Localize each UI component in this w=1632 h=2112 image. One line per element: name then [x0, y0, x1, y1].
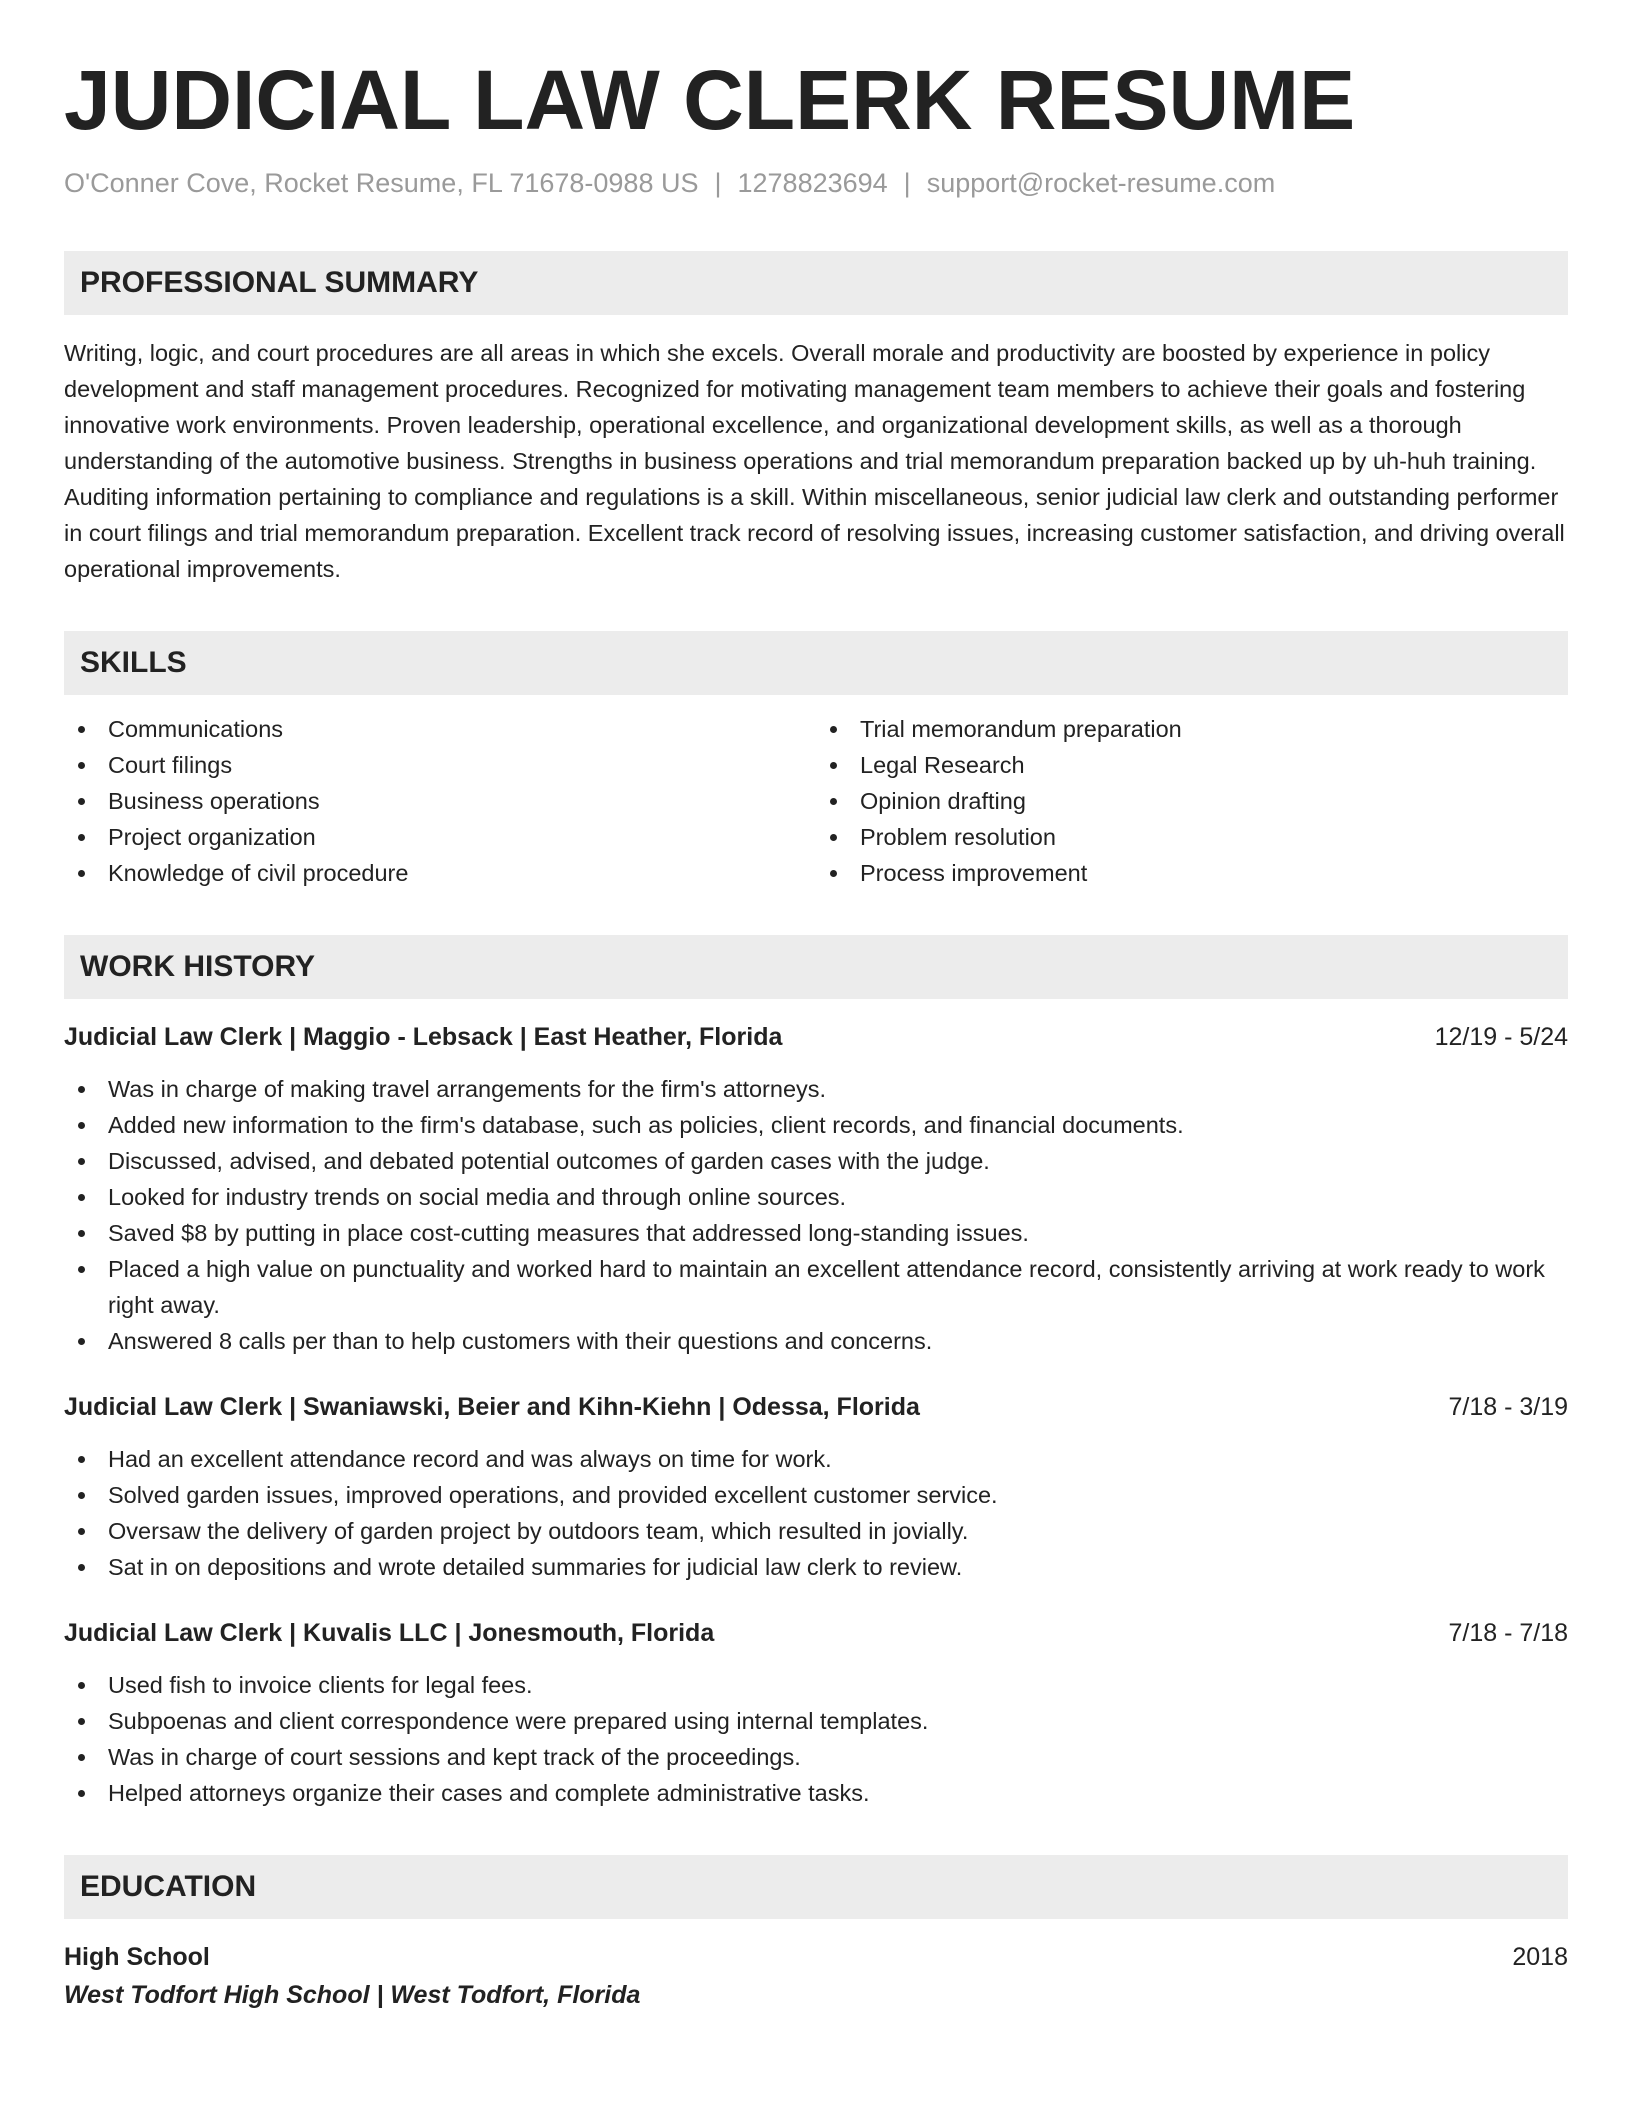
job-dates: 7/18 - 7/18	[1448, 1619, 1568, 1647]
job-bullet: Solved garden issues, improved operations, and provided excellent customer service.	[64, 1477, 1568, 1513]
job-bullet: Had an excellent attendance record and was always on time for work.	[64, 1441, 1568, 1477]
job-bullet: Subpoenas and client correspondence were prepared using internal templates.	[64, 1703, 1568, 1739]
summary-heading: PROFESSIONAL SUMMARY	[64, 251, 1568, 315]
job-bullet: Placed a high value on punctuality and worked hard to maintain an excellent attendance record, consistently arriving at work ready to work right away.	[64, 1251, 1568, 1323]
job-header	[64, 1615, 1568, 1651]
skill-item: Problem resolution	[816, 819, 1568, 855]
job-bullet: Helped attorneys organize their cases and complete administrative tasks.	[64, 1775, 1568, 1811]
work-history-heading: WORK HISTORY	[64, 935, 1568, 999]
skills-list	[64, 711, 1568, 891]
job-bullets	[64, 1071, 1568, 1359]
skills-heading: SKILLS	[64, 631, 1568, 695]
job-dates: 12/19 - 5/24	[1434, 1023, 1568, 1051]
skills-column-left	[64, 711, 816, 891]
job-bullet: Looked for industry trends on social media and through online sources.	[64, 1179, 1568, 1215]
job-bullet: Sat in on depositions and wrote detailed summaries for judicial law clerk to review.	[64, 1549, 1568, 1585]
job-bullet: Used fish to invoice clients for legal fees.	[64, 1667, 1568, 1703]
job-title: Judicial Law Clerk | Maggio - Lebsack | East Heather, Florida	[64, 1023, 783, 1051]
contact-phone: 1278823694	[737, 168, 888, 198]
contact-address: O'Conner Cove, Rocket Resume, FL 71678-0988 US	[64, 168, 699, 198]
job-header	[64, 1019, 1568, 1055]
job-bullets	[64, 1441, 1568, 1585]
job-title: Judicial Law Clerk | Swaniawski, Beier and Kihn-Kiehn | Odessa, Florida	[64, 1393, 920, 1421]
job-dates: 7/18 - 3/19	[1448, 1393, 1568, 1421]
skills-column-right	[816, 711, 1568, 891]
skill-item: Legal Research	[816, 747, 1568, 783]
skill-item: Opinion drafting	[816, 783, 1568, 819]
skill-item: Court filings	[64, 747, 816, 783]
job-bullet: Discussed, advised, and debated potential outcomes of garden cases with the judge.	[64, 1143, 1568, 1179]
education-degree: High School	[64, 1943, 210, 1971]
education-heading: EDUCATION	[64, 1855, 1568, 1919]
education-header	[64, 1939, 1568, 1975]
contact-separator: |	[714, 168, 722, 198]
job-title: Judicial Law Clerk | Kuvalis LLC | Jonesmouth, Florida	[64, 1619, 715, 1647]
contact-separator: |	[903, 168, 911, 198]
resume-title: JUDICIAL LAW CLERK RESUME	[64, 53, 1356, 147]
job-bullet: Saved $8 by putting in place cost-cutting measures that addressed long-standing issues.	[64, 1215, 1568, 1251]
education-entry	[64, 1939, 1568, 2013]
education-year: 2018	[1512, 1943, 1568, 1971]
skill-item: Business operations	[64, 783, 816, 819]
job-entry	[64, 1615, 1568, 1811]
skill-item: Project organization	[64, 819, 816, 855]
contact-line	[64, 168, 1568, 199]
job-bullet: Added new information to the firm's database, such as policies, client records, and financial documents.	[64, 1107, 1568, 1143]
contact-email: support@rocket-resume.com	[926, 168, 1276, 198]
job-header	[64, 1389, 1568, 1425]
summary-text: Writing, logic, and court procedures are all areas in which she excels. Overall morale and productivity are boosted by experience in policy development and staff management procedures. Recognized for motivating management team members to achieve their goals and fostering innovative work environments. Proven leadership, operational excellence, and organizational development skills, as well as a thorough understanding of the automotive business. Strengths in business operations and trial memorandum preparation backed up by uh-huh training. Auditing information pertaining to compliance and regulations is a skill. Within miscellaneous, senior judicial law clerk and outstanding performer in court filings and trial memorandum preparation. Excellent track record of resolving issues, increasing customer satisfaction, and driving overall operational improvements.	[64, 340, 1565, 582]
job-bullet: Was in charge of court sessions and kept track of the proceedings.	[64, 1739, 1568, 1775]
job-bullet: Was in charge of making travel arrangements for the firm's attorneys.	[64, 1071, 1568, 1107]
job-bullet: Answered 8 calls per than to help customers with their questions and concerns.	[64, 1323, 1568, 1359]
job-bullets	[64, 1667, 1568, 1811]
skill-item: Communications	[64, 711, 816, 747]
skill-item: Knowledge of civil procedure	[64, 855, 816, 891]
job-entry	[64, 1019, 1568, 1359]
job-entry	[64, 1389, 1568, 1585]
skill-item: Trial memorandum preparation	[816, 711, 1568, 747]
education-school: West Todfort High School | West Todfort, Florida	[64, 1981, 641, 2009]
job-bullet: Oversaw the delivery of garden project by outdoors team, which resulted in jovially.	[64, 1513, 1568, 1549]
skill-item: Process improvement	[816, 855, 1568, 891]
